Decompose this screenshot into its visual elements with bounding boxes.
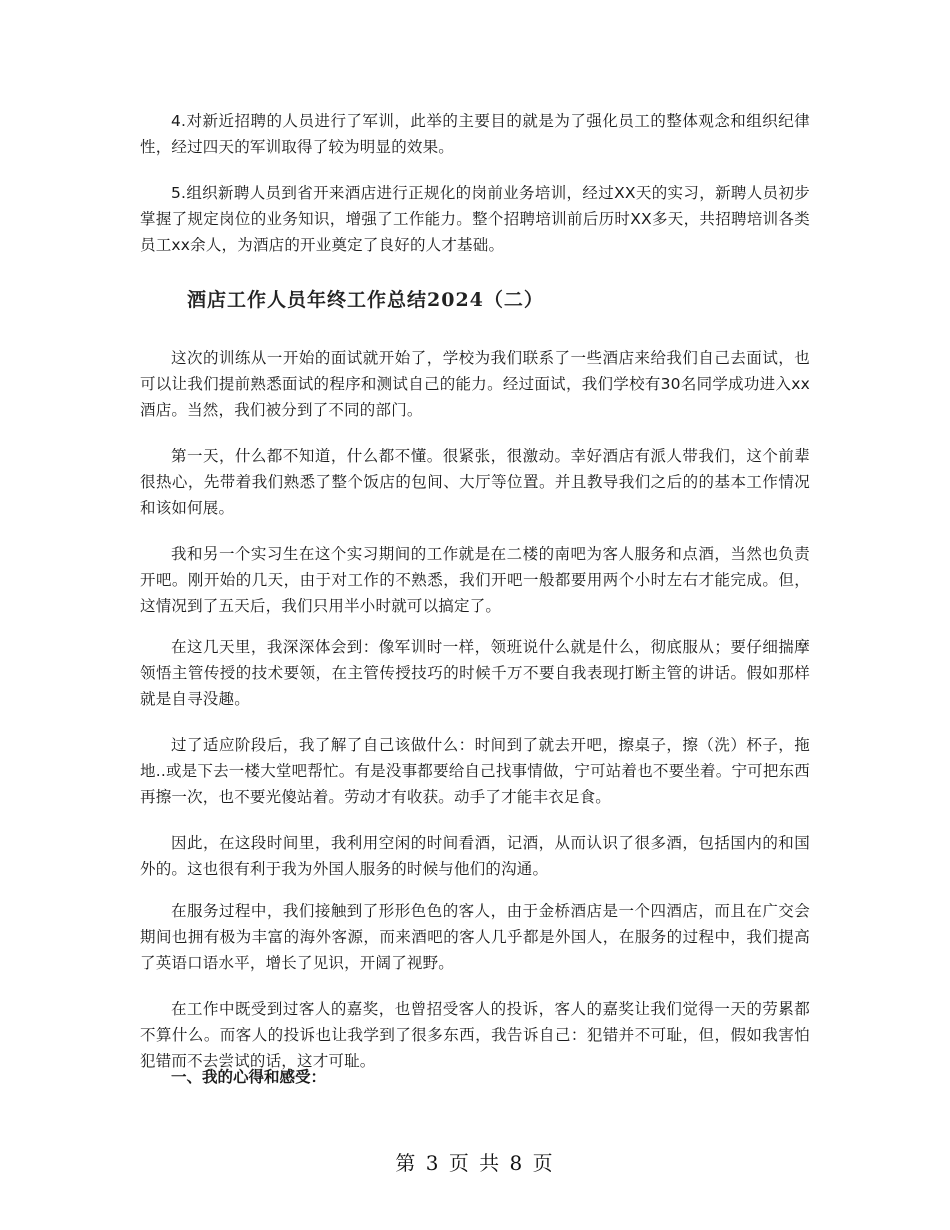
paragraph-bar-work: 我和另一个实习生在这个实习期间的工作就是在二楼的南吧为客人服务和点酒，当然也负责开吧。刚开始的几天，由于对工作的不熟悉，我们开吧一般都要用两个小时左右才能完成。但，这情况到了五天后，我们只用半小时就可以搞定了。 — [140, 545, 810, 615]
paragraph-adaptation: 过了适应阶段后，我了解了自己该做什么：时间到了就去开吧，擦桌子，擦（洗）杯子，拖地..或是下去一楼大堂吧帮忙。有是没事都要给自己找事情做，宁可站着也不要坐着。宁可把东西再擦一次，也不要光傻站着。劳动才有收获。动手了才能丰衣足食。 — [140, 736, 810, 806]
subheading-experience: 一、我的心得和感受： — [171, 1068, 327, 1086]
paragraph-interview: 这次的训练从一开始的面试就开始了，学校为我们联系了一些酒店来给我们自己去面试，也可以让我们提前熟悉面试的程序和测试自己的能力。经过面试，我们学校有30名同学成功进入xx酒店。当然，我们被分到了不同的部门。 — [140, 349, 810, 419]
paragraph-job-training: 5.组织新聘人员到省开来酒店进行正规化的岗前业务培训，经过XX天的实习，新聘人员初步掌握了规定岗位的业务知识，增强了工作能力。整个招聘培训前后历时XX多天，共招聘培训各类员工xx余人，为酒店的开业奠定了良好的人才基础。 — [140, 184, 810, 254]
section-title: 酒店工作人员年终工作总结2024（二） — [187, 289, 544, 311]
paragraph-military-training: 4.对新近招聘的人员进行了军训，此举的主要目的就是为了强化员工的整体观念和组织纪律性，经过四天的军训取得了较为明显的效果。 — [140, 112, 810, 156]
paragraph-learning-wines: 因此，在这段时间里，我利用空闲的时间看酒，记酒，从而认识了很多酒，包括国内的和国外的。这也很有利于我为外国人服务的时候与他们的沟通。 — [140, 834, 810, 878]
page-number-footer: 第 3 页 共 8 页 — [395, 1151, 555, 1175]
paragraph-first-day: 第一天，什么都不知道，什么都不懂。很紧张，很激动。幸好酒店有派人带我们，这个前辈很热心，先带着我们熟悉了整个饭店的包间、大厅等位置。并且教导我们之后的的基本工作情况和该如何展。 — [140, 447, 810, 517]
paragraph-customers: 在服务过程中，我们接触到了形形色色的客人，由于金桥酒店是一个四酒店，而且在广交会期间也拥有极为丰富的海外客源，而来酒吧的客人几乎都是外国人，在服务的过程中，我们提高了英语口语水平，增长了见识，开阔了视野。 — [140, 902, 810, 972]
paragraph-obedience: 在这几天里，我深深体会到：像军训时一样，领班说什么就是什么，彻底服从；要仔细揣摩领悟主管传授的技术要领，在主管传授技巧的时候千万不要自我表现打断主管的讲话。假如那样就是自寻没趣。 — [140, 638, 810, 708]
paragraph-praise-complaints: 在工作中既受到过客人的嘉奖，也曾招受客人的投诉，客人的嘉奖让我们觉得一天的劳累都不算什么。而客人的投诉也让我学到了很多东西，我告诉自己：犯错并不可耻，但，假如我害怕犯错而不去尝试的话，这才可耻。 — [140, 1000, 810, 1070]
